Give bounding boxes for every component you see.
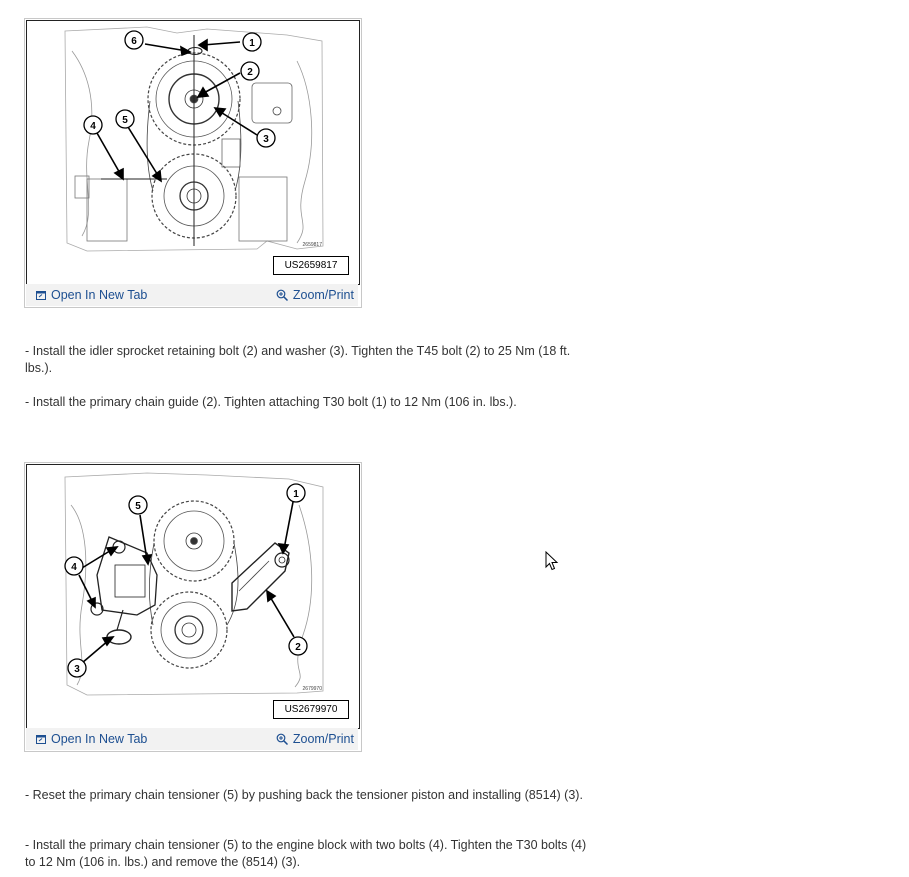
figure-1-toolbar [26, 284, 358, 306]
figure-2-small-code: 2679970 [302, 686, 322, 692]
figure-1-code: US2659817 [273, 256, 349, 275]
callout-1: 1 [293, 489, 299, 500]
callout-5: 5 [122, 115, 128, 126]
open-in-new-tab-link[interactable] [26, 288, 153, 302]
figure-1-callouts [84, 31, 275, 147]
instruction-3: - Reset the primary chain tensioner (5) by pushing back the tensioner piston and installing (8514) (3). [25, 788, 583, 802]
zoom-print-label: Zoom/Print [292, 732, 354, 746]
instruction-2: - Install the primary chain guide (2). Tighten attaching T30 bolt (1) to 12 Nm (106 in. lbs.). [25, 395, 517, 409]
callout-3: 3 [263, 134, 269, 145]
figure-2-code: US2679970 [273, 700, 349, 719]
open-new-tab-icon [36, 290, 47, 301]
callout-2: 2 [295, 642, 301, 653]
figure-2-image [26, 464, 360, 729]
figure-1 [24, 18, 362, 308]
callout-5: 5 [135, 501, 141, 512]
callout-6: 6 [131, 36, 137, 47]
callout-4: 4 [71, 562, 77, 573]
open-in-new-tab-label: Open In New Tab [51, 288, 148, 302]
figure-1-image [26, 20, 360, 285]
zoom-icon [276, 733, 289, 746]
zoom-print-link[interactable] [276, 288, 358, 302]
zoom-icon [276, 289, 289, 302]
callout-2: 2 [247, 67, 253, 78]
open-in-new-tab-link[interactable] [26, 732, 153, 746]
instruction-4: - Install the primary chain tensioner (5) to the engine block with two bolts (4). Tighten the T30 bolts (4) to 12 Nm (106 in. lbs.) and remove the (8514) (3). [25, 838, 587, 869]
mouse-cursor-icon [545, 551, 559, 571]
instruction-1: - Install the idler sprocket retaining bolt (2) and washer (3). Tighten the T45 bolt (2) to 25 Nm (18 ft. lbs.). [25, 344, 571, 375]
figure-1-small-code: 2659817 [302, 242, 322, 248]
callout-3: 3 [74, 664, 80, 675]
callout-4: 4 [90, 121, 96, 132]
zoom-print-link[interactable] [276, 732, 358, 746]
zoom-print-label: Zoom/Print [292, 288, 354, 302]
figure-2-toolbar [26, 728, 358, 750]
callout-1: 1 [249, 38, 255, 49]
open-new-tab-icon [36, 734, 47, 745]
figure-2 [24, 462, 362, 752]
open-in-new-tab-label: Open In New Tab [51, 732, 148, 746]
